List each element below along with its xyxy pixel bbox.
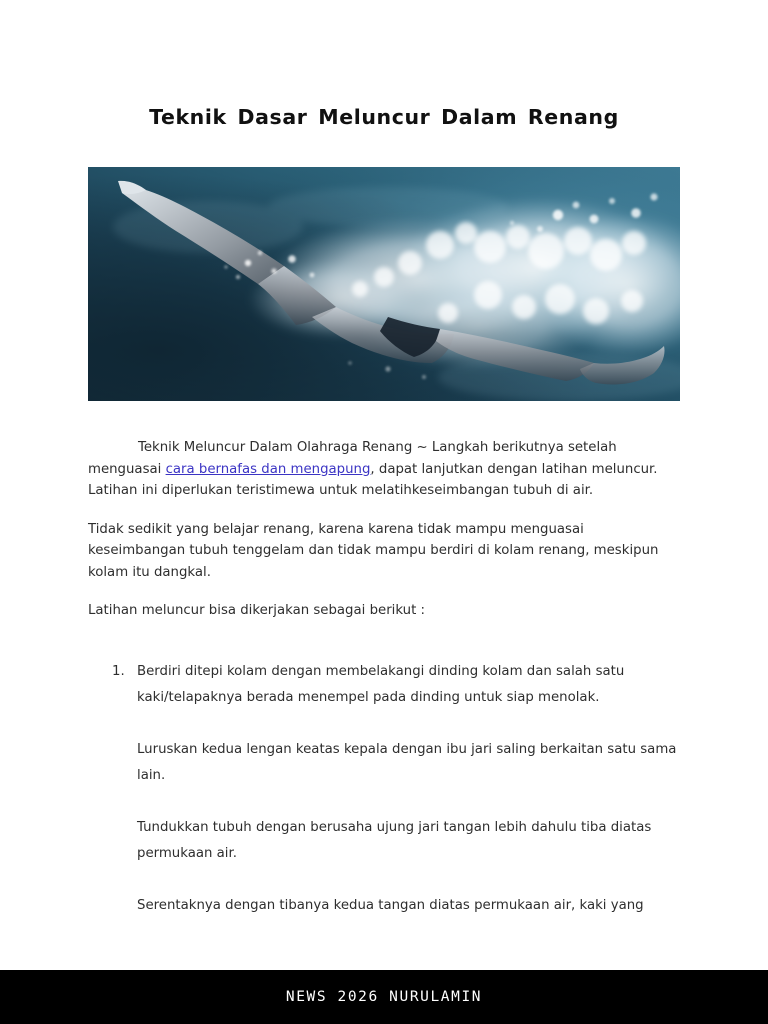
paragraph-intro-part2: , dapat lanjutkan dengan latihan meluncur. Latihan ini diperlukan teristimewa untuk melatihkeseimbangan tubuh di air. bbox=[88, 461, 658, 498]
list-item-text: Serentaknya dengan tibanya kedua tangan diatas permukaan air, kaki yang bbox=[137, 898, 644, 913]
paragraph-intro-part1: Teknik Meluncur Dalam Olahraga Renang ~ Langkah berikutnya setelah menguasai bbox=[88, 440, 617, 477]
paragraph-two: Tidak sedikit yang belajar renang, karena karena tidak mampu menguasai keseimbangan tubuh tenggelam dan tidak mampu berdiri di kolam renang, meskipun kolam itu dangkal. bbox=[88, 521, 659, 580]
article-body bbox=[88, 437, 684, 637]
list-item bbox=[88, 659, 684, 711]
list-item bbox=[88, 893, 684, 919]
page-title: Teknik Dasar Meluncur Dalam Renang bbox=[149, 105, 619, 129]
list-item-marker: 1. bbox=[112, 664, 125, 679]
footer-watermark-text: NEWS 2026 NURULAMIN bbox=[285, 989, 483, 1005]
list-item bbox=[88, 815, 684, 867]
hero-image bbox=[88, 167, 680, 401]
paragraph-intro bbox=[88, 437, 684, 502]
list-item bbox=[88, 737, 684, 789]
inline-link-cara-bernafas-dan-mengapung[interactable]: cara bernafas dan mengapung bbox=[165, 461, 371, 477]
list-item-text: Luruskan kedua lengan keatas kepala dengan ibu jari saling berkaitan satu sama lain. bbox=[137, 742, 677, 783]
list-item-text: Tundukkan tubuh dengan berusaha ujung jari tangan lebih dahulu tiba diatas permukaan air. bbox=[137, 820, 652, 861]
footer-bar bbox=[0, 970, 768, 1024]
steps-list bbox=[88, 659, 684, 945]
list-item-text: Berdiri ditepi kolam dengan membelakangi dinding kolam dan salah satu kaki/telapaknya berada menempel pada dinding untuk siap menolak. bbox=[137, 664, 625, 705]
swimmer-underwater-illustration bbox=[88, 167, 680, 401]
paragraph-three: Latihan meluncur bisa dikerjakan sebagai berikut : bbox=[88, 603, 425, 618]
